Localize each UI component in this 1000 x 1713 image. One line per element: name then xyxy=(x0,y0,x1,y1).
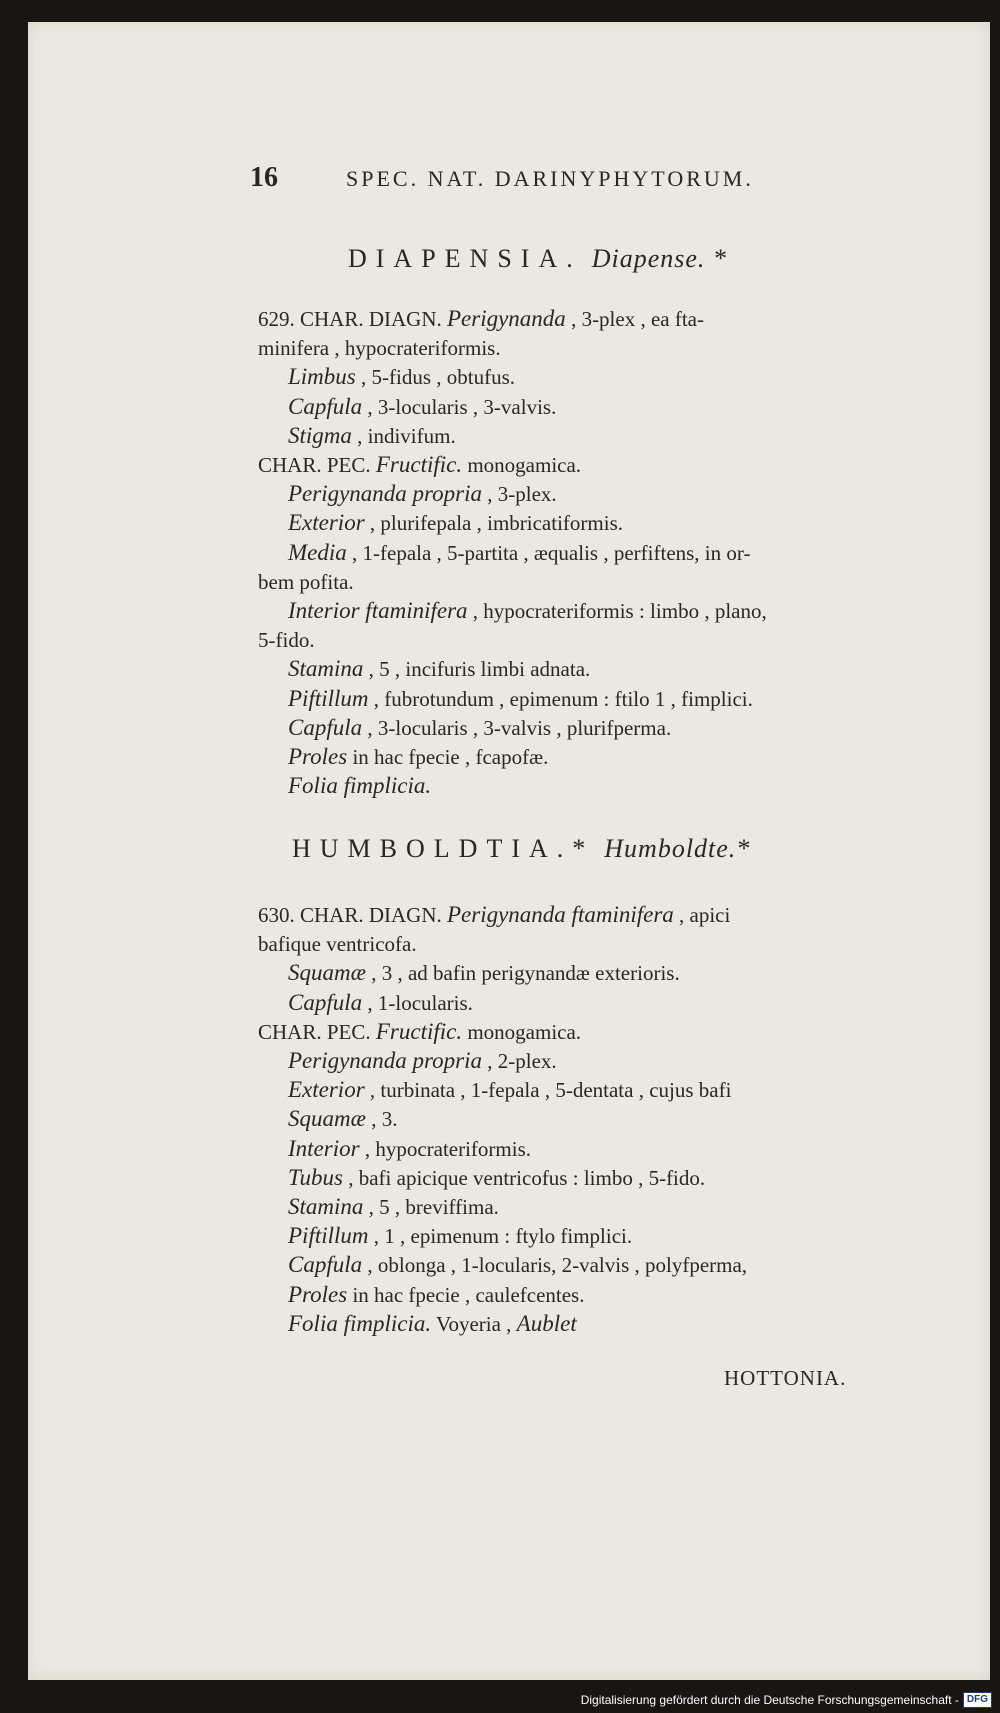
italic-term: Interior xyxy=(288,1135,360,1161)
text-run: , indivifum. xyxy=(351,423,456,448)
italic-term: Proles xyxy=(288,1281,348,1307)
text-run: , plurifepala , imbricatiformis. xyxy=(364,511,623,536)
description-line xyxy=(288,1221,632,1251)
italic-term: Media xyxy=(288,539,347,565)
text-run: monogamica. xyxy=(462,1019,582,1044)
description-line xyxy=(288,479,557,509)
description-line xyxy=(288,742,548,772)
text-run: monogamica. xyxy=(462,453,582,477)
description-line xyxy=(288,1075,731,1105)
text-run: CHAR. PEC. xyxy=(258,1019,376,1044)
text-run: , 5-fidus , obtufus. xyxy=(355,365,515,390)
text-run: CHAR. PEC. xyxy=(258,453,376,477)
text-run: , 3. xyxy=(365,1107,398,1132)
italic-term: Folia fimplicia. xyxy=(288,1310,432,1336)
description-line xyxy=(288,392,556,422)
description-line xyxy=(288,684,753,714)
italic-term: Tubus xyxy=(288,1164,343,1190)
description-line xyxy=(258,304,704,334)
text-run: , 1-locularis. xyxy=(362,990,473,1015)
text-run: Voyeria , xyxy=(431,1311,517,1336)
description-line xyxy=(258,1017,581,1047)
genus-name: HUMBOLDTIA.* xyxy=(292,834,595,863)
description-line xyxy=(258,450,581,480)
text-run: , 2-plex. xyxy=(482,1049,557,1073)
description-line xyxy=(258,567,354,597)
text-run: , 3-plex. xyxy=(482,482,557,507)
text-run: , 3-locularis , 3-valvis , plurifperma. xyxy=(362,715,672,740)
text-run: 629. CHAR. DIAGN. xyxy=(258,307,447,331)
text-run: , 5 , incifuris limbi adnata. xyxy=(363,657,591,682)
text-run: , 3-locularis , 3-valvis. xyxy=(362,394,557,419)
italic-term: Exterior xyxy=(288,1077,365,1103)
description-line xyxy=(288,988,473,1018)
italic-term: Piftillum xyxy=(288,685,369,711)
italic-term: Limbus xyxy=(288,364,356,390)
description-line xyxy=(288,713,671,743)
italic-term: Capfula xyxy=(288,393,363,419)
description-line xyxy=(288,1134,531,1164)
italic-term: Stamina xyxy=(288,1194,364,1219)
description-line xyxy=(288,1163,705,1193)
text-run: , 3 , ad bafin perigynandæ exterioris. xyxy=(365,961,680,986)
italic-term: Perigynanda propria xyxy=(288,1048,482,1073)
text-run: , 3-plex , ea fta- xyxy=(565,307,704,331)
text-run: 630. CHAR. DIAGN. xyxy=(258,903,447,927)
italic-term: Capfula xyxy=(288,989,363,1015)
italic-term: Perigynanda ftaminifera xyxy=(447,902,674,927)
italic-term: Squamæ xyxy=(288,1106,366,1132)
description-line xyxy=(288,771,431,801)
genus-common-name: Humboldte.* xyxy=(604,834,751,863)
description-line xyxy=(258,900,730,930)
footer-text: Digitalisierung gefördert durch die Deutsche Forschungsgemeinschaft - xyxy=(580,1693,959,1707)
italic-term: Stigma xyxy=(288,422,352,448)
italic-term: Proles xyxy=(288,744,348,769)
book-page xyxy=(28,22,990,1680)
dfg-logo: DFG xyxy=(963,1692,992,1708)
description-line xyxy=(288,1250,747,1280)
text-run: , hypocrateriformis. xyxy=(359,1136,532,1161)
description-line xyxy=(288,596,767,626)
italic-term: Piftillum xyxy=(288,1223,369,1249)
description-line xyxy=(258,333,501,363)
text-run: , apici xyxy=(673,903,731,927)
description-line xyxy=(258,625,315,655)
italic-term: Perigynanda xyxy=(447,306,566,331)
running-head xyxy=(248,162,888,198)
italic-term: Fructific. xyxy=(375,452,463,477)
text-run: , 1-fepala , 5-partita , æqualis , perfiftens, in or- xyxy=(346,540,751,565)
description-line xyxy=(288,1046,557,1076)
genus-heading-diapensia xyxy=(348,244,727,274)
catchword: HOTTONIA. xyxy=(724,1366,847,1390)
italic-term: Interior ftaminifera xyxy=(288,598,468,623)
text-run: , turbinata , 1-fepala , 5-dentata , cujus bafi xyxy=(364,1078,732,1103)
description-line xyxy=(258,929,417,959)
running-title: SPEC. NAT. DARINYPHYTORUM. xyxy=(346,166,754,191)
genus-heading-humboldtia xyxy=(292,834,750,864)
text-run: 5-fido. xyxy=(258,628,315,653)
description-line xyxy=(288,1192,499,1222)
text-run: bafique ventricofa. xyxy=(258,932,417,957)
text-run: , fubrotundum , epimenum : ftilo 1 , fimplici. xyxy=(368,686,753,711)
text-run: , 5 , breviffima. xyxy=(363,1195,499,1219)
description-line xyxy=(288,1104,397,1134)
genus-common-name: Diapense. * xyxy=(591,244,727,273)
italic-term: Exterior xyxy=(288,510,365,536)
description-line xyxy=(288,508,623,538)
description-line xyxy=(288,654,590,684)
italic-term: Capfula xyxy=(288,714,363,740)
italic-term: Aublet xyxy=(516,1310,577,1336)
italic-term: Squamæ xyxy=(288,960,366,986)
page-number: 16 xyxy=(250,162,278,193)
italic-term: Stamina xyxy=(288,656,364,682)
text-run: , oblonga , 1-locularis, 2-valvis , polyfperma, xyxy=(362,1253,748,1278)
description-line xyxy=(288,958,680,988)
text-run: minifera , hypocrateriformis. xyxy=(258,336,501,361)
text-run: , 1 , epimenum : ftylo fimplici. xyxy=(368,1224,633,1249)
text-run: in hac fpecie , fcapofæ. xyxy=(347,745,549,769)
text-run: , bafi apicique ventricofus : limbo , 5-fido. xyxy=(342,1165,706,1190)
italic-term: Fructific. xyxy=(375,1018,463,1044)
text-run: , hypocrateriformis : limbo , plano, xyxy=(467,599,767,623)
italic-term: Folia fimplicia. xyxy=(288,773,432,799)
description-line xyxy=(288,538,750,568)
text-run: bem pofita. xyxy=(258,569,354,594)
genus-name: DIAPENSIA. xyxy=(348,244,582,273)
text-run: in hac fpecie , caulefcentes. xyxy=(347,1282,585,1307)
italic-term: Capfula xyxy=(288,1252,363,1278)
digitization-footer xyxy=(581,1691,992,1709)
description-line xyxy=(288,421,456,451)
italic-term: Perigynanda propria xyxy=(288,481,482,507)
description-line xyxy=(288,1309,577,1339)
description-line xyxy=(288,1280,584,1310)
description-line xyxy=(288,362,515,392)
